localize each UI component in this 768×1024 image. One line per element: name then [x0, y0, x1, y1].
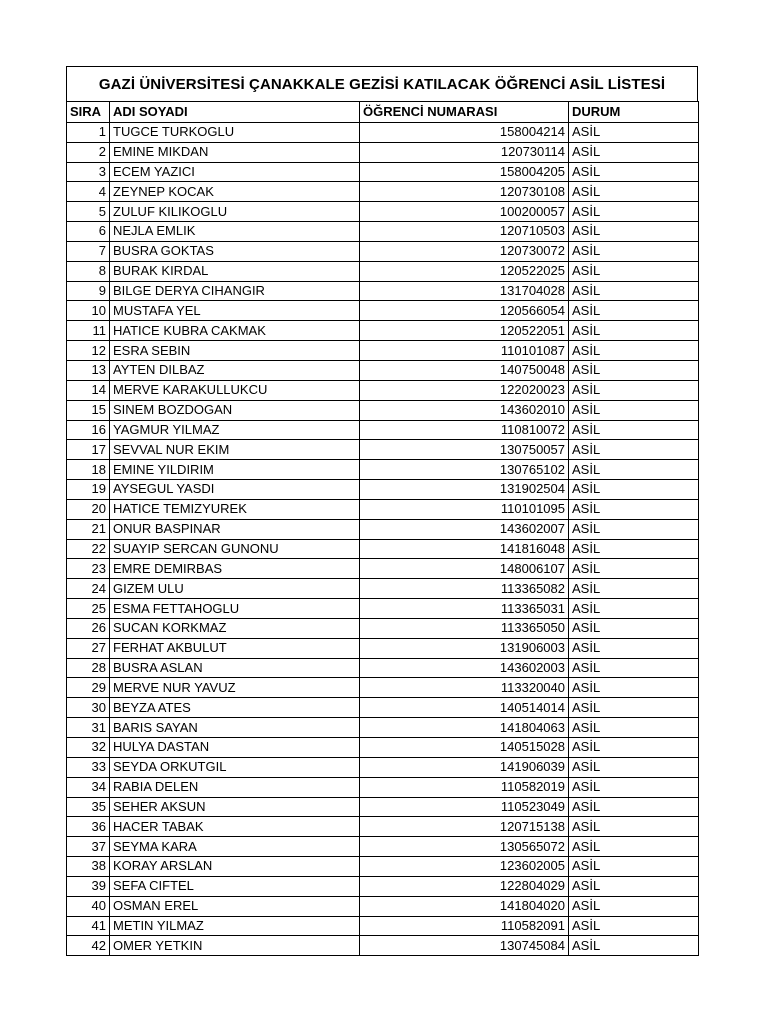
student-name: HATICE TEMIZYUREK [110, 499, 360, 519]
table-row [67, 718, 699, 738]
row-number: 16 [67, 420, 110, 440]
row-number: 19 [67, 480, 110, 500]
table-row [67, 916, 699, 936]
table-row [67, 797, 699, 817]
student-name: ZEYNEP KOCAK [110, 182, 360, 202]
status-cell: ASİL [569, 420, 699, 440]
student-name: BUSRA GOKTAS [110, 241, 360, 261]
student-number: 113365031 [360, 599, 569, 619]
table-row [67, 559, 699, 579]
status-cell: ASİL [569, 261, 699, 281]
table-row [67, 400, 699, 420]
status-cell: ASİL [569, 480, 699, 500]
row-number: 1 [67, 122, 110, 142]
student-name: HATICE KUBRA CAKMAK [110, 321, 360, 341]
row-number: 20 [67, 499, 110, 519]
status-cell: ASİL [569, 222, 699, 242]
row-number: 3 [67, 162, 110, 182]
student-number: 110101095 [360, 499, 569, 519]
status-cell: ASİL [569, 380, 699, 400]
student-number: 120730108 [360, 182, 569, 202]
student-number: 110582091 [360, 916, 569, 936]
table-row [67, 638, 699, 658]
student-name: KORAY ARSLAN [110, 857, 360, 877]
student-name: EMINE MIKDAN [110, 142, 360, 162]
student-name: SUCAN KORKMAZ [110, 618, 360, 638]
status-cell: ASİL [569, 301, 699, 321]
student-name: SEHER AKSUN [110, 797, 360, 817]
student-number: 130765102 [360, 460, 569, 480]
student-table [66, 101, 699, 956]
table-body [67, 122, 699, 955]
student-number: 143602010 [360, 400, 569, 420]
row-number: 37 [67, 837, 110, 857]
table-row [67, 380, 699, 400]
status-cell: ASİL [569, 837, 699, 857]
table-row [67, 360, 699, 380]
status-cell: ASİL [569, 797, 699, 817]
student-name: EMINE YILDIRIM [110, 460, 360, 480]
status-cell: ASİL [569, 182, 699, 202]
status-cell: ASİL [569, 738, 699, 758]
student-name: ESMA FETTAHOGLU [110, 599, 360, 619]
status-cell: ASİL [569, 281, 699, 301]
student-name: MUSTAFA YEL [110, 301, 360, 321]
student-name: GIZEM ULU [110, 579, 360, 599]
row-number: 42 [67, 936, 110, 956]
student-number: 120730072 [360, 241, 569, 261]
table-row [67, 499, 699, 519]
table-row [67, 142, 699, 162]
table-row [67, 579, 699, 599]
row-number: 33 [67, 757, 110, 777]
student-name: NEJLA EMLIK [110, 222, 360, 242]
student-number: 110582019 [360, 777, 569, 797]
student-name: HULYA DASTAN [110, 738, 360, 758]
student-name: METIN YILMAZ [110, 916, 360, 936]
student-number: 140514014 [360, 698, 569, 718]
table-row [67, 301, 699, 321]
status-cell: ASİL [569, 519, 699, 539]
student-number: 110810072 [360, 420, 569, 440]
table-row [67, 281, 699, 301]
student-name: ZULUF KILIKOGLU [110, 202, 360, 222]
status-cell: ASİL [569, 122, 699, 142]
student-name: YAGMUR YILMAZ [110, 420, 360, 440]
row-number: 21 [67, 519, 110, 539]
table-row [67, 777, 699, 797]
table-row [67, 420, 699, 440]
table-row [67, 837, 699, 857]
status-cell: ASİL [569, 202, 699, 222]
student-name: ECEM YAZICI [110, 162, 360, 182]
table-header-row [67, 102, 699, 123]
student-name: SEFA CIFTEL [110, 876, 360, 896]
table-row [67, 817, 699, 837]
table-row [67, 539, 699, 559]
row-number: 10 [67, 301, 110, 321]
row-number: 4 [67, 182, 110, 202]
student-number: 131704028 [360, 281, 569, 301]
table-row [67, 678, 699, 698]
status-cell: ASİL [569, 162, 699, 182]
row-number: 18 [67, 460, 110, 480]
student-number: 120715138 [360, 817, 569, 837]
row-number: 36 [67, 817, 110, 837]
status-cell: ASİL [569, 698, 699, 718]
row-number: 29 [67, 678, 110, 698]
row-number: 8 [67, 261, 110, 281]
table-row [67, 122, 699, 142]
status-cell: ASİL [569, 539, 699, 559]
row-number: 13 [67, 360, 110, 380]
table-row [67, 698, 699, 718]
status-cell: ASİL [569, 559, 699, 579]
row-number: 38 [67, 857, 110, 877]
table-row [67, 876, 699, 896]
student-name: BURAK KIRDAL [110, 261, 360, 281]
status-cell: ASİL [569, 440, 699, 460]
status-cell: ASİL [569, 678, 699, 698]
student-number: 100200057 [360, 202, 569, 222]
row-number: 5 [67, 202, 110, 222]
table-row [67, 857, 699, 877]
student-name: HACER TABAK [110, 817, 360, 837]
student-number: 113365050 [360, 618, 569, 638]
table-row [67, 261, 699, 281]
student-number: 120522025 [360, 261, 569, 281]
student-number: 110523049 [360, 797, 569, 817]
student-number: 158004214 [360, 122, 569, 142]
student-name: SEVVAL NUR EKIM [110, 440, 360, 460]
table-row [67, 936, 699, 956]
row-number: 9 [67, 281, 110, 301]
student-name: MERVE KARAKULLUKCU [110, 380, 360, 400]
table-row [67, 658, 699, 678]
row-number: 22 [67, 539, 110, 559]
table-row [67, 341, 699, 361]
student-name: BEYZA ATES [110, 698, 360, 718]
status-cell: ASİL [569, 857, 699, 877]
student-list-sheet [66, 66, 698, 956]
status-cell: ASİL [569, 817, 699, 837]
student-number: 120566054 [360, 301, 569, 321]
student-name: SUAYIP SERCAN GUNONU [110, 539, 360, 559]
row-number: 25 [67, 599, 110, 619]
row-number: 12 [67, 341, 110, 361]
status-cell: ASİL [569, 599, 699, 619]
student-number: 122804029 [360, 876, 569, 896]
row-number: 15 [67, 400, 110, 420]
row-number: 2 [67, 142, 110, 162]
row-number: 40 [67, 896, 110, 916]
header-student-number: ÖĞRENCİ NUMARASI [360, 102, 569, 123]
row-number: 30 [67, 698, 110, 718]
row-number: 35 [67, 797, 110, 817]
student-name: ESRA SEBIN [110, 341, 360, 361]
student-name: OMER YETKIN [110, 936, 360, 956]
row-number: 28 [67, 658, 110, 678]
student-name: OSMAN EREL [110, 896, 360, 916]
table-row [67, 738, 699, 758]
row-number: 23 [67, 559, 110, 579]
table-row [67, 757, 699, 777]
student-name: BILGE DERYA CIHANGIR [110, 281, 360, 301]
status-cell: ASİL [569, 718, 699, 738]
header-status: DURUM [569, 102, 699, 123]
status-cell: ASİL [569, 341, 699, 361]
student-number: 120730114 [360, 142, 569, 162]
status-cell: ASİL [569, 360, 699, 380]
table-row [67, 241, 699, 261]
table-row [67, 519, 699, 539]
status-cell: ASİL [569, 460, 699, 480]
status-cell: ASİL [569, 638, 699, 658]
table-row [67, 202, 699, 222]
student-number: 143602007 [360, 519, 569, 539]
table-row [67, 599, 699, 619]
student-name: ONUR BASPINAR [110, 519, 360, 539]
student-number: 140515028 [360, 738, 569, 758]
student-number: 140750048 [360, 360, 569, 380]
table-row [67, 182, 699, 202]
status-cell: ASİL [569, 896, 699, 916]
student-name: BUSRA ASLAN [110, 658, 360, 678]
table-row [67, 222, 699, 242]
status-cell: ASİL [569, 241, 699, 261]
status-cell: ASİL [569, 579, 699, 599]
status-cell: ASİL [569, 658, 699, 678]
row-number: 39 [67, 876, 110, 896]
student-number: 141906039 [360, 757, 569, 777]
status-cell: ASİL [569, 757, 699, 777]
student-number: 141816048 [360, 539, 569, 559]
row-number: 6 [67, 222, 110, 242]
table-row [67, 480, 699, 500]
student-number: 110101087 [360, 341, 569, 361]
student-name: AYSEGUL YASDI [110, 480, 360, 500]
student-name: BARIS SAYAN [110, 718, 360, 738]
status-cell: ASİL [569, 777, 699, 797]
row-number: 14 [67, 380, 110, 400]
student-name: TUGCE TURKOGLU [110, 122, 360, 142]
student-number: 130750057 [360, 440, 569, 460]
student-number: 130565072 [360, 837, 569, 857]
row-number: 7 [67, 241, 110, 261]
student-number: 131906003 [360, 638, 569, 658]
student-number: 158004205 [360, 162, 569, 182]
student-name: FERHAT AKBULUT [110, 638, 360, 658]
table-row [67, 162, 699, 182]
row-number: 32 [67, 738, 110, 758]
student-name: SEYMA KARA [110, 837, 360, 857]
row-number: 26 [67, 618, 110, 638]
status-cell: ASİL [569, 618, 699, 638]
row-number: 27 [67, 638, 110, 658]
row-number: 17 [67, 440, 110, 460]
student-number: 130745084 [360, 936, 569, 956]
student-number: 113365082 [360, 579, 569, 599]
student-number: 120710503 [360, 222, 569, 242]
student-name: SEYDA ORKUTGIL [110, 757, 360, 777]
document-title: GAZİ ÜNİVERSİTESİ ÇANAKKALE GEZİSİ KATILACAK ÖĞRENCİ ASİL LİSTESİ [66, 66, 698, 101]
table-row [67, 321, 699, 341]
status-cell: ASİL [569, 499, 699, 519]
table-row [67, 896, 699, 916]
status-cell: ASİL [569, 400, 699, 420]
student-number: 120522051 [360, 321, 569, 341]
student-number: 141804063 [360, 718, 569, 738]
row-number: 41 [67, 916, 110, 936]
student-number: 141804020 [360, 896, 569, 916]
header-name: ADI SOYADI [110, 102, 360, 123]
status-cell: ASİL [569, 936, 699, 956]
student-number: 148006107 [360, 559, 569, 579]
table-row [67, 618, 699, 638]
student-name: SINEM BOZDOGAN [110, 400, 360, 420]
student-number: 143602003 [360, 658, 569, 678]
row-number: 34 [67, 777, 110, 797]
status-cell: ASİL [569, 142, 699, 162]
table-row [67, 440, 699, 460]
student-number: 113320040 [360, 678, 569, 698]
status-cell: ASİL [569, 916, 699, 936]
student-name: AYTEN DILBAZ [110, 360, 360, 380]
status-cell: ASİL [569, 321, 699, 341]
student-number: 131902504 [360, 480, 569, 500]
student-number: 123602005 [360, 857, 569, 877]
table-row [67, 460, 699, 480]
row-number: 11 [67, 321, 110, 341]
student-number: 122020023 [360, 380, 569, 400]
row-number: 31 [67, 718, 110, 738]
status-cell: ASİL [569, 876, 699, 896]
student-name: MERVE NUR YAVUZ [110, 678, 360, 698]
student-name: RABIA DELEN [110, 777, 360, 797]
student-name: EMRE DEMIRBAS [110, 559, 360, 579]
header-sira: SIRA [67, 102, 110, 123]
row-number: 24 [67, 579, 110, 599]
